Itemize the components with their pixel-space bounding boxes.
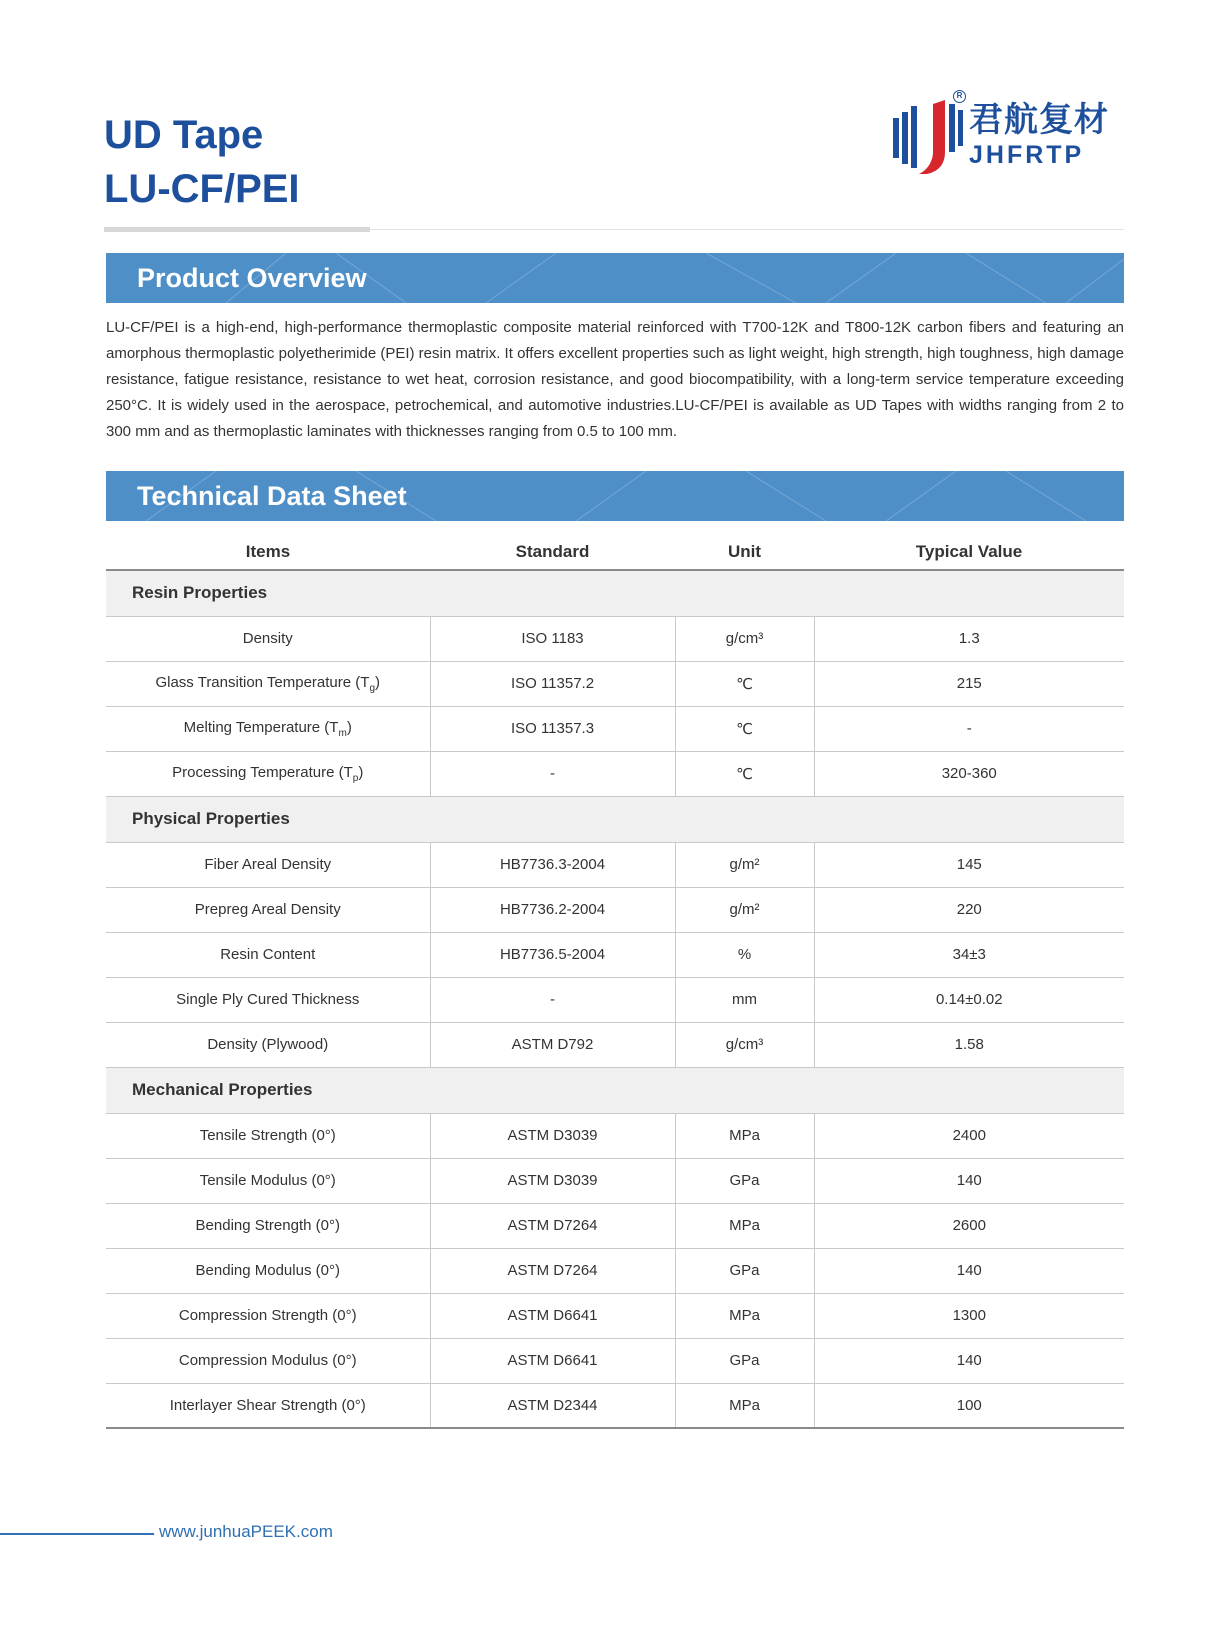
cell-typical-value: 2400 <box>814 1113 1124 1158</box>
cell-item <box>106 977 430 1022</box>
section-title: Mechanical Properties <box>106 1067 1124 1113</box>
table-row <box>106 887 1124 932</box>
cell-item <box>106 1203 430 1248</box>
column-header-items: Items <box>106 535 430 570</box>
cell-unit: GPa <box>675 1158 814 1203</box>
item-name: Glass Transition Temperature (T <box>155 673 370 691</box>
cell-standard: ASTM D6641 <box>430 1338 675 1383</box>
logo-chinese-name: 君航复材 <box>969 100 1109 140</box>
cell-unit: GPa <box>675 1248 814 1293</box>
cell-item <box>106 1293 430 1338</box>
cell-typical-value: 145 <box>814 842 1124 887</box>
cell-unit: MPa <box>675 1113 814 1158</box>
cell-item <box>106 1383 430 1428</box>
cell-standard: ISO 11357.3 <box>430 706 675 751</box>
item-name: Tensile Strength (0°) <box>199 1127 336 1144</box>
cell-standard: ASTM D3039 <box>430 1113 675 1158</box>
cell-item <box>106 616 430 661</box>
overview-heading: Product Overview <box>137 263 367 293</box>
item-name: Tensile Modulus (0°) <box>199 1172 336 1189</box>
cell-standard: ASTM D6641 <box>430 1293 675 1338</box>
section-row <box>106 570 1124 616</box>
cell-unit: g/m² <box>675 887 814 932</box>
cell-item <box>106 1338 430 1383</box>
cell-standard: ASTM D3039 <box>430 1158 675 1203</box>
cell-unit: g/m² <box>675 842 814 887</box>
cell-typical-value: 1.58 <box>814 1022 1124 1067</box>
cell-unit: MPa <box>675 1383 814 1428</box>
cell-standard: HB7736.3-2004 <box>430 842 675 887</box>
cell-standard: ASTM D7264 <box>430 1203 675 1248</box>
table-header-row <box>106 535 1124 570</box>
cell-unit: ℃ <box>675 706 814 751</box>
cell-unit: g/cm³ <box>675 616 814 661</box>
column-header-standard: Standard <box>430 535 675 570</box>
section-header-technical-data <box>106 471 1124 521</box>
cell-typical-value: 140 <box>814 1158 1124 1203</box>
cell-typical-value: - <box>814 706 1124 751</box>
cell-item <box>106 932 430 977</box>
cell-typical-value: 1.3 <box>814 616 1124 661</box>
item-name: Compression Strength (0°) <box>178 1307 357 1324</box>
technical-data-heading: Technical Data Sheet <box>137 481 407 511</box>
cell-typical-value: 1300 <box>814 1293 1124 1338</box>
item-name: Single Ply Cured Thickness <box>176 991 360 1008</box>
table-body <box>106 570 1124 1428</box>
table-row <box>106 616 1124 661</box>
table-row <box>106 1383 1124 1428</box>
item-suffix: ) <box>346 718 352 736</box>
cell-standard: HB7736.5-2004 <box>430 932 675 977</box>
item-subscript: m <box>338 727 347 739</box>
cell-typical-value: 34±3 <box>814 932 1124 977</box>
item-name: Density (Plywood) <box>207 1036 329 1053</box>
item-name: Density <box>242 630 293 647</box>
logo-english-name: JHFRTP <box>969 141 1085 169</box>
item-suffix: ) <box>375 673 381 691</box>
cell-standard: ISO 1183 <box>430 616 675 661</box>
cell-typical-value: 215 <box>814 661 1124 706</box>
cell-standard: ASTM D2344 <box>430 1383 675 1428</box>
document-title <box>104 108 300 216</box>
registered-mark: R <box>953 90 966 103</box>
cell-item <box>106 706 430 751</box>
table-row <box>106 1203 1124 1248</box>
item-suffix: ) <box>358 763 364 781</box>
title-line-product-type: UD Tape <box>104 113 264 157</box>
cell-standard: ASTM D7264 <box>430 1248 675 1293</box>
cell-standard: ASTM D792 <box>430 1022 675 1067</box>
cell-typical-value: 100 <box>814 1383 1124 1428</box>
table-row <box>106 1158 1124 1203</box>
item-subscript: p <box>352 772 359 784</box>
cell-item <box>106 1158 430 1203</box>
item-name: Interlayer Shear Strength (0°) <box>169 1396 366 1414</box>
cell-item <box>106 1248 430 1293</box>
cell-item <box>106 842 430 887</box>
table-row <box>106 1293 1124 1338</box>
cell-item <box>106 1113 430 1158</box>
cell-unit: MPa <box>675 1293 814 1338</box>
section-row <box>106 796 1124 842</box>
item-name: Processing Temperature (T <box>172 763 353 781</box>
table-row <box>106 751 1124 796</box>
cell-item <box>106 661 430 706</box>
cell-standard: ISO 11357.2 <box>430 661 675 706</box>
technical-data-table <box>106 535 1124 1429</box>
title-line-product-code: LU-CF/PEI <box>104 167 300 211</box>
cell-typical-value: 140 <box>814 1338 1124 1383</box>
jhfrtp-logo-icon <box>893 98 965 176</box>
item-name: Melting Temperature (T <box>183 718 339 736</box>
cell-unit: mm <box>675 977 814 1022</box>
cell-unit: g/cm³ <box>675 1022 814 1067</box>
item-name: Compression Modulus (0°) <box>178 1352 357 1369</box>
cell-standard: - <box>430 751 675 796</box>
table-row <box>106 977 1124 1022</box>
item-name: Bending Modulus (0°) <box>195 1262 340 1279</box>
cell-typical-value: 2600 <box>814 1203 1124 1248</box>
item-subscript: g <box>369 682 376 694</box>
cell-typical-value: 220 <box>814 887 1124 932</box>
table-row <box>106 661 1124 706</box>
column-header-typical-value: Typical Value <box>814 535 1124 570</box>
table-row <box>106 1248 1124 1293</box>
cell-typical-value: 0.14±0.02 <box>814 977 1124 1022</box>
cell-unit: ℃ <box>675 751 814 796</box>
table-row <box>106 1022 1124 1067</box>
column-header-unit: Unit <box>675 535 814 570</box>
table-row <box>106 706 1124 751</box>
section-row <box>106 1067 1124 1113</box>
overview-paragraph: LU-CF/PEI is a high-end, high-performance thermoplastic composite material reinforced with T700-12K and T800-12K carbon fibers and featuring an amorphous thermoplastic polyetherimide (PEI) resin matrix. It offers excellent properties such as light weight, high strength, high toughness, high damage resistance, fatigue resistance, resistance to wet heat, corrosion resistance, and good biocompatibility, with a long-term service temperature exceeding 250°C. It is widely used in the aerospace, petrochemical, and automotive industries.LU-CF/PEI is available as UD Tapes with widths ranging from 2 to 300 mm and as thermoplastic laminates with thicknesses ranging from 0.5 to 100 mm. <box>106 319 1124 440</box>
cell-unit: GPa <box>675 1338 814 1383</box>
cell-typical-value: 140 <box>814 1248 1124 1293</box>
title-divider-accent <box>104 227 370 232</box>
item-name: Fiber Areal Density <box>204 856 332 873</box>
cell-item <box>106 887 430 932</box>
cell-unit: ℃ <box>675 661 814 706</box>
item-name: Prepreg Areal Density <box>194 901 341 918</box>
cell-typical-value: 320-360 <box>814 751 1124 796</box>
cell-unit: % <box>675 932 814 977</box>
table-row <box>106 1113 1124 1158</box>
section-title: Physical Properties <box>106 796 1124 842</box>
cell-standard: HB7736.2-2004 <box>430 887 675 932</box>
item-name: Bending Strength (0°) <box>195 1217 340 1234</box>
company-logo <box>893 90 1131 176</box>
footer-rule <box>0 1533 154 1535</box>
section-header-overview <box>106 253 1124 303</box>
cell-item <box>106 1022 430 1067</box>
website-link[interactable]: www.junhuaPEEK.com <box>159 1522 333 1541</box>
cell-unit: MPa <box>675 1203 814 1248</box>
section-title: Resin Properties <box>106 570 1124 616</box>
cell-item <box>106 751 430 796</box>
table-row <box>106 1338 1124 1383</box>
cell-standard: - <box>430 977 675 1022</box>
table-row <box>106 932 1124 977</box>
item-name: Resin Content <box>220 946 316 963</box>
table-row <box>106 842 1124 887</box>
